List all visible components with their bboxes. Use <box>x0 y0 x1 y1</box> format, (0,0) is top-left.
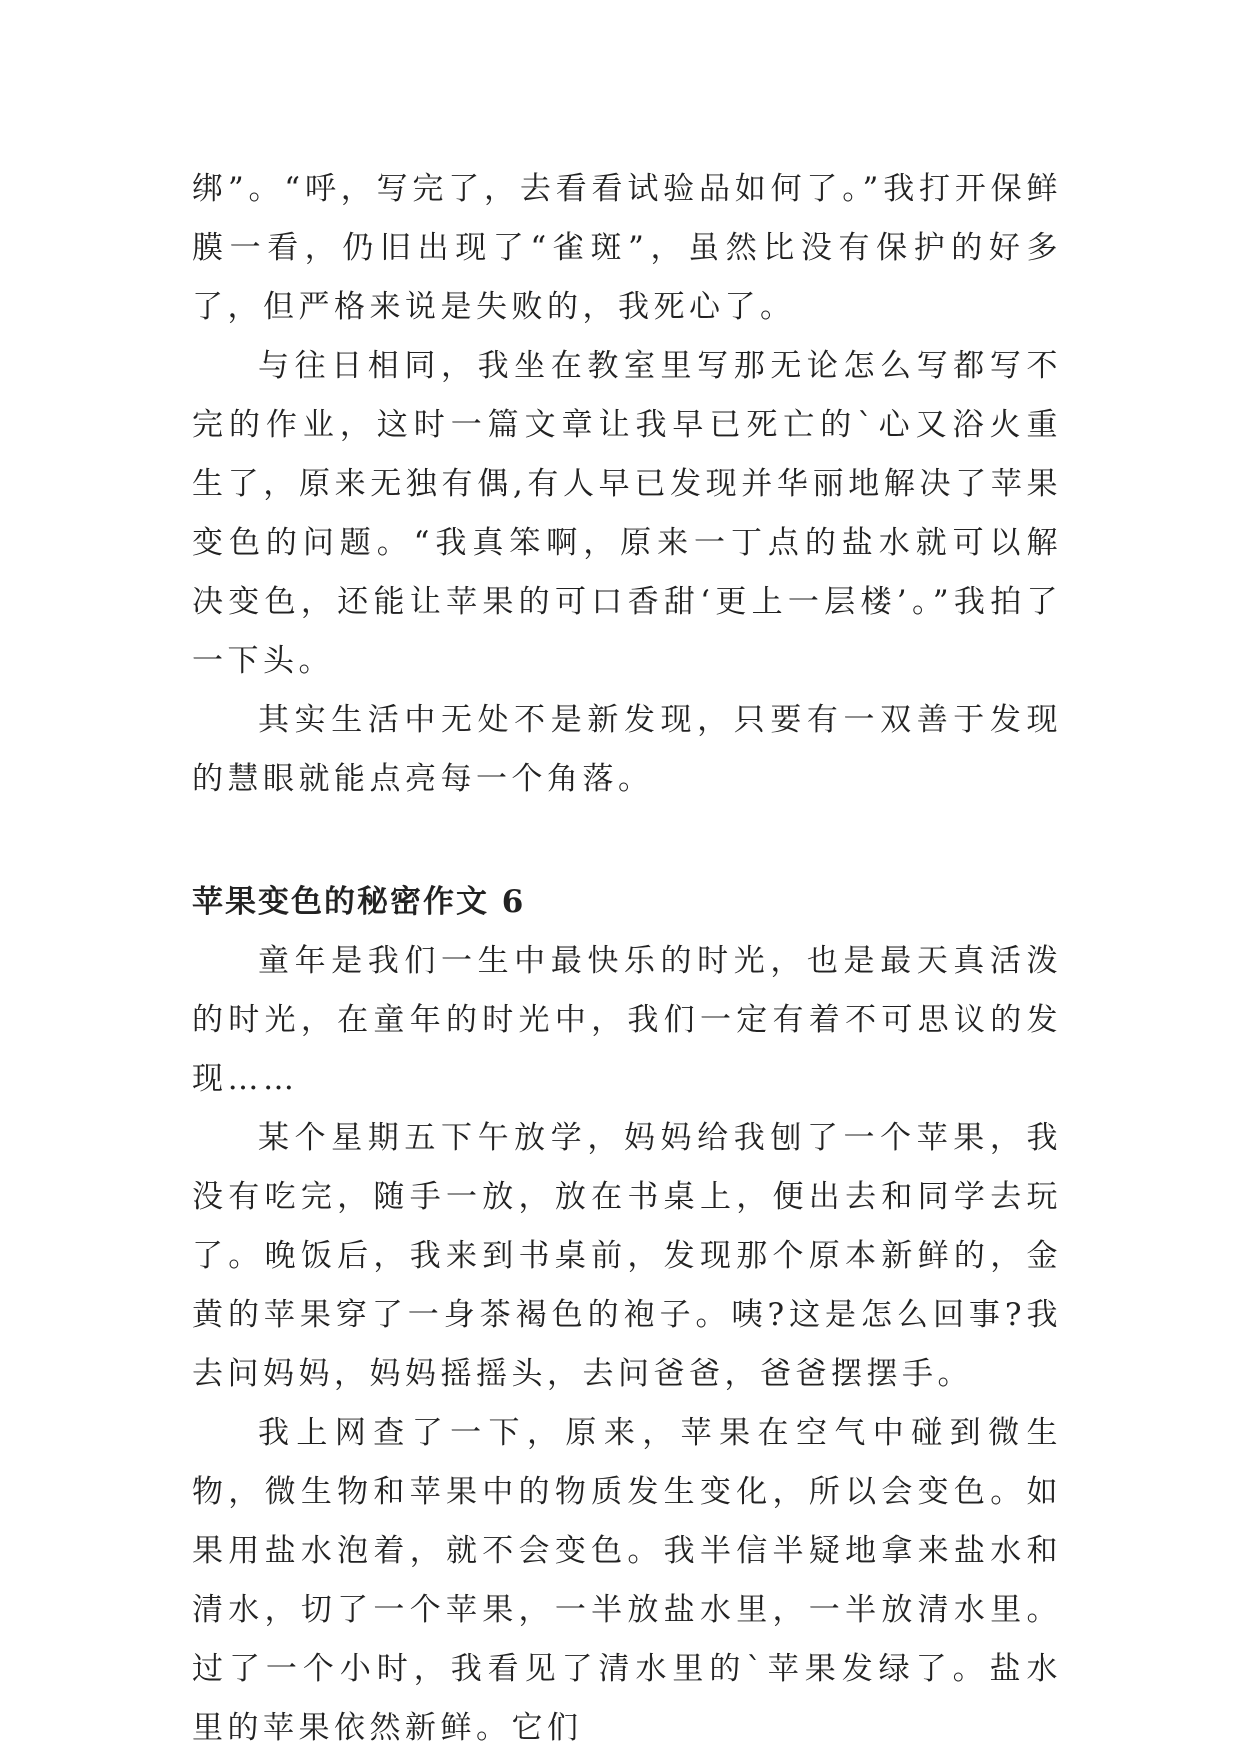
document-body <box>192 160 1062 1758</box>
paragraph: 童年是我们一生中最快乐的时光，也是最天真活泼的时光，在童年的时光中，我们一定有着不可思议的发现…… <box>192 943 1062 1097</box>
paragraph: 其实生活中无处不是新发现，只要有一双善于发现的慧眼就能点亮每一个角落。 <box>192 702 1062 797</box>
paragraph: 我上网查了一下，原来，苹果在空气中碰到微生物，微生物和苹果中的物质发生变化，所以会变色。如果用盐水泡着，就不会变色。我半信半疑地拿来盐水和清水，切了一个苹果，一半放盐水里，一半放清水里。过了一个小时，我看见了清水里的`苹果发绿了。盐水里的苹果依然新鲜。它们 <box>192 1415 1062 1746</box>
paragraph-continued: 绑”。“呼，写完了，去看看试验品如何了。”我打开保鲜膜一看，仍旧出现了“雀斑”，虽然比没有保护的好多了，但严格来说是失败的，我死心了。 <box>192 171 1062 325</box>
paragraph: 某个星期五下午放学，妈妈给我刨了一个苹果，我没有吃完，随手一放，放在书桌上，便出去和同学去玩了。晚饭后，我来到书桌前，发现那个原本新鲜的，金黄的苹果穿了一身茶褐色的袍子。咦?这是怎么回事?我去问妈妈，妈妈摇摇头，去问爸爸，爸爸摆摆手。 <box>192 1120 1062 1392</box>
paragraph: 与往日相同，我坐在教室里写那无论怎么写都写不完的作业，这时一篇文章让我早已死亡的`心又浴火重生了，原来无独有偶,有人早已发现并华丽地解决了苹果变色的问题。“我真笨啊，原来一丁点的盐水就可以解决变色，还能让苹果的可口香甜‘更上一层楼’。”我拍了一下头。 <box>192 348 1062 679</box>
section-title: 苹果变色的秘密作文 6 <box>192 884 526 920</box>
